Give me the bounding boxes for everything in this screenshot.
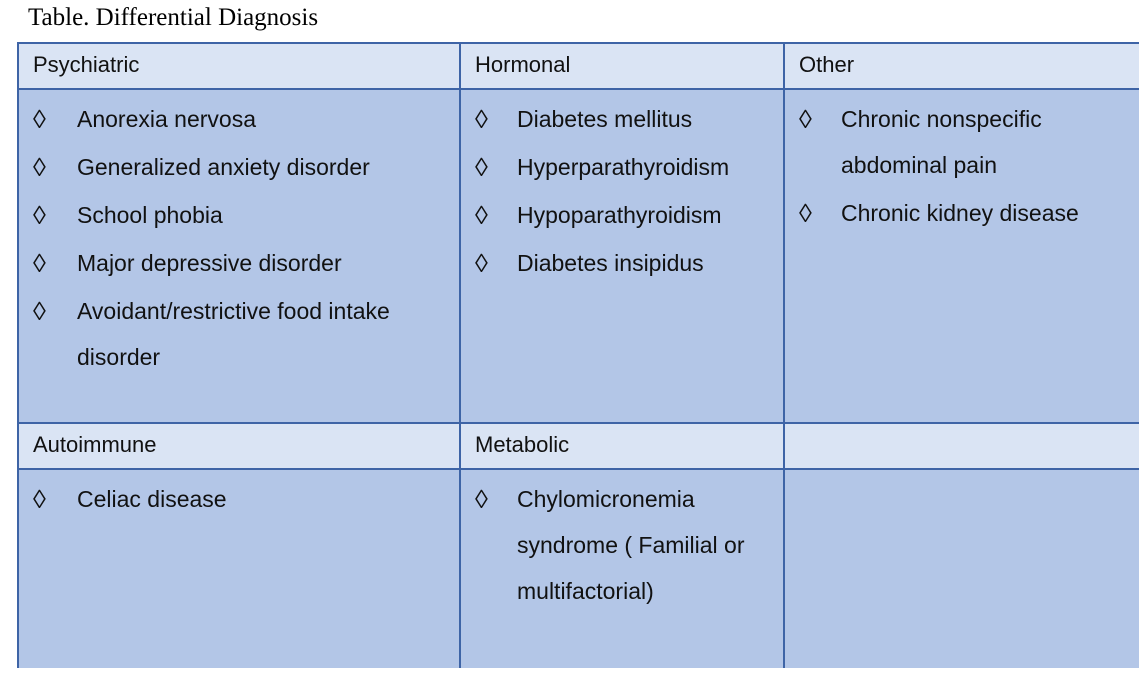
header-psychiatric: Psychiatric bbox=[19, 44, 461, 90]
differential-diagnosis-table bbox=[17, 42, 1139, 668]
list-item-text: School phobia bbox=[77, 202, 223, 228]
cell-metabolic bbox=[461, 470, 785, 668]
list-item-text: Chronic nonspecific abdominal pain bbox=[841, 106, 1042, 178]
list-item bbox=[461, 104, 783, 142]
cell-hormonal bbox=[461, 90, 785, 424]
header-metabolic: Metabolic bbox=[461, 424, 785, 470]
table-caption: Table. Differential Diagnosis bbox=[28, 4, 319, 31]
diamond-bullet-icon: ◊ bbox=[33, 296, 46, 326]
list-item bbox=[461, 484, 761, 614]
list-item-text: Diabetes insipidus bbox=[517, 250, 704, 276]
list-item bbox=[19, 200, 459, 238]
cell-psychiatric bbox=[19, 90, 461, 424]
cell-empty bbox=[785, 470, 1139, 668]
list-item bbox=[19, 248, 459, 286]
diamond-bullet-icon: ◊ bbox=[475, 104, 488, 134]
cell-autoimmune bbox=[19, 470, 461, 668]
list-item bbox=[19, 152, 459, 190]
list-item-text: Anorexia nervosa bbox=[77, 106, 256, 132]
header-autoimmune: Autoimmune bbox=[19, 424, 461, 470]
list-item-text: Diabetes mellitus bbox=[517, 106, 693, 132]
list-item-text: Major depressive disorder bbox=[77, 250, 342, 276]
list-item-text: Chronic kidney disease bbox=[841, 200, 1079, 226]
diamond-bullet-icon: ◊ bbox=[475, 484, 488, 514]
list-item bbox=[785, 104, 1105, 188]
list-item bbox=[19, 104, 459, 142]
diamond-bullet-icon: ◊ bbox=[33, 152, 46, 182]
list-item-text: Chylomicronemia syndrome ( Familial or multifactorial) bbox=[517, 486, 745, 604]
diamond-bullet-icon: ◊ bbox=[33, 484, 46, 514]
list-item bbox=[19, 484, 459, 522]
list-item-text: Celiac disease bbox=[77, 486, 227, 512]
list-item bbox=[461, 152, 783, 190]
list-item bbox=[19, 296, 459, 380]
list-metabolic bbox=[461, 484, 761, 614]
diamond-bullet-icon: ◊ bbox=[475, 152, 488, 182]
diamond-bullet-icon: ◊ bbox=[33, 248, 46, 278]
diamond-bullet-icon: ◊ bbox=[33, 200, 46, 230]
diamond-bullet-icon: ◊ bbox=[475, 248, 488, 278]
list-item-text: Generalized anxiety disorder bbox=[77, 154, 370, 180]
diamond-bullet-icon: ◊ bbox=[799, 198, 812, 228]
diamond-bullet-icon: ◊ bbox=[475, 200, 488, 230]
list-other bbox=[785, 104, 1105, 236]
header-other: Other bbox=[785, 44, 1139, 90]
list-hormonal bbox=[461, 104, 783, 286]
list-autoimmune bbox=[19, 484, 459, 522]
list-item bbox=[461, 200, 783, 238]
list-psychiatric bbox=[19, 104, 459, 380]
list-item-text: Hyperparathyroidism bbox=[517, 154, 730, 180]
list-item-text: Hypoparathyroidism bbox=[517, 202, 722, 228]
diamond-bullet-icon: ◊ bbox=[799, 104, 812, 134]
list-item bbox=[785, 198, 1105, 236]
diamond-bullet-icon: ◊ bbox=[33, 104, 46, 134]
header-hormonal: Hormonal bbox=[461, 44, 785, 90]
list-item bbox=[461, 248, 783, 286]
list-item-text: Avoidant/restrictive food intake disorder bbox=[77, 298, 390, 370]
header-empty bbox=[785, 424, 1139, 470]
cell-other bbox=[785, 90, 1139, 424]
